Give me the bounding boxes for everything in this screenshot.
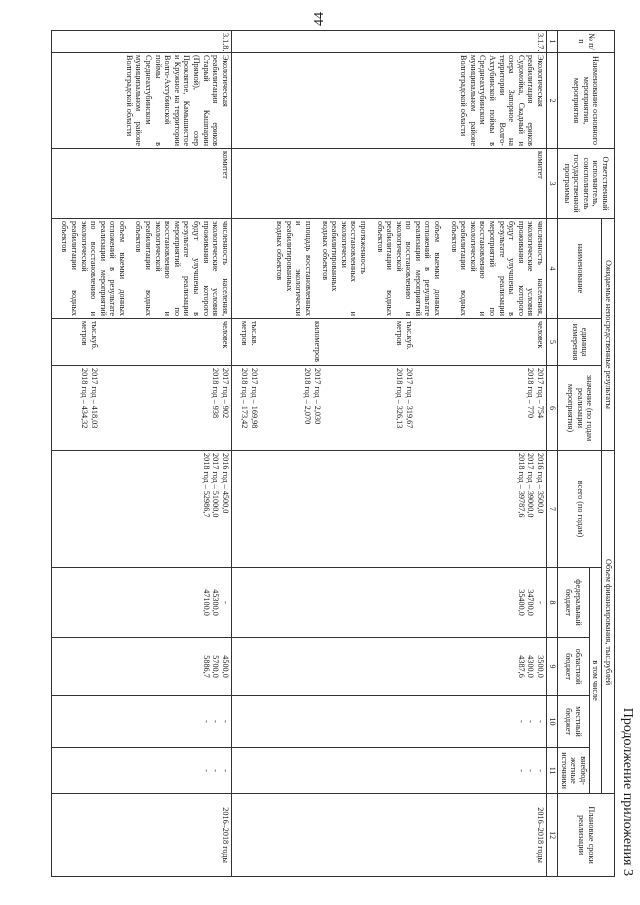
funding-local: [231, 696, 546, 748]
result-values-cell: [231, 366, 546, 451]
result-value: 2018 год – 326,13: [395, 368, 405, 429]
header-total: всего (по годам): [558, 451, 602, 568]
header-local: местный бюджет: [558, 696, 590, 748]
local-value: -: [220, 720, 230, 723]
column-number: 4: [547, 219, 558, 319]
responsible-executor: комитет: [51, 149, 231, 219]
result-unit: человек: [220, 321, 230, 349]
result-values: [80, 368, 99, 448]
funding-total-year: 2018 год – 52986,7: [201, 453, 211, 518]
result-unit: тыс.куб. метров: [80, 321, 99, 350]
regional-value: 3500,0: [536, 655, 546, 678]
column-number: 1: [547, 31, 558, 53]
result-value: 2017 год – 418,03: [89, 368, 99, 429]
regional-value: 4500,0: [220, 655, 230, 678]
offbudget-value: -: [536, 769, 546, 772]
header-value: значение (по годам реализации мероприятия): [558, 366, 602, 451]
header-incl: в том числе: [589, 568, 602, 794]
row-number: 3.1.8.: [51, 31, 231, 53]
result-values: [421, 368, 545, 448]
result-value: 2018 год – 938: [211, 368, 221, 419]
funding-regional: [51, 638, 231, 696]
result-values: [106, 368, 230, 448]
header-no: № п/п: [558, 31, 615, 53]
federal-value: 45300,0: [211, 589, 221, 616]
column-number: 3: [547, 149, 558, 219]
federal-value: -: [536, 601, 546, 604]
column-number: 5: [547, 319, 558, 366]
offbudget-value: -: [526, 769, 536, 772]
result-unit: тыс.кв. метров: [240, 321, 260, 346]
result-value: 2017 год – 754: [536, 368, 546, 419]
header-name: Наименование основного мероприятия, мероприятия: [558, 53, 615, 149]
column-number: 11: [547, 748, 558, 794]
result-values: [329, 368, 414, 448]
result-name: численность населения, экологические условия проживания которого будут улучшены в результате реализации мероприятий по восстановлению и экологической реабилитации водных объектов: [449, 221, 546, 316]
funding-offbudget: [51, 748, 231, 794]
table-row: [231, 31, 546, 877]
result-name: площадь восстановленных и экологически реабилитированных водных объектов: [275, 221, 313, 316]
result-names-cell: [51, 219, 231, 319]
offbudget-value: -: [211, 769, 221, 772]
result-values: [266, 368, 322, 448]
offbudget-value: -: [516, 769, 526, 772]
regional-value: 4300,0: [526, 655, 536, 678]
local-value: -: [211, 720, 221, 723]
regional-value: 5700,0: [211, 655, 221, 678]
column-number: 6: [547, 366, 558, 451]
federal-value: 34700,0: [526, 589, 536, 616]
funding-total-year: 2017 год – 51000,0: [211, 453, 221, 518]
funding-total-year: 2017 год – 39000,0: [526, 453, 536, 518]
result-name: численность населения, экологические условия проживания которого будут улучшены в результате реализации мероприятий по восстановлению и экологической реабилитации водных объектов: [134, 221, 230, 316]
funding-offbudget: [231, 748, 546, 794]
header-funding: Объем финансирования, тыс.рублей: [602, 451, 615, 794]
implementation-terms: 2016–2018 годы: [231, 794, 546, 877]
header-terms: Плановые сроки реализации: [558, 794, 615, 877]
regional-value: 5886,7: [201, 655, 211, 678]
activity-name: Экологическая реабилитация ериков Судомойка, Скадный и озера Запорное на территории Волго-Ахтубинской поймы в Среднеахтубинском муниципальном районе Волгоградской области: [231, 53, 546, 149]
rotated-page-content: [60, 30, 635, 880]
header-responsible: Ответственный исполнитель, соисполнитель государственной программы: [558, 149, 615, 219]
appendix-title: Продолжение приложения 3: [620, 707, 635, 876]
result-value: 2017 год – 2,030: [313, 368, 323, 425]
federal-value: 35400,0: [516, 589, 526, 616]
local-value: -: [536, 720, 546, 723]
result-units-cell: [231, 319, 546, 366]
result-names-cell: [231, 219, 546, 319]
funding-local: [51, 696, 231, 748]
funding-total-year: 2018 год – 39787,6: [516, 453, 526, 518]
result-units-cell: [51, 319, 231, 366]
implementation-terms: 2016–2018 годы: [51, 794, 231, 877]
column-number: 12: [547, 794, 558, 877]
result-value: 2017 год – 319,67: [405, 368, 415, 429]
result-value: 2018 год – 434,32: [80, 368, 90, 429]
header-result-name: наименование: [558, 219, 602, 319]
regional-value: 4387,6: [516, 655, 526, 678]
column-number-row: [547, 31, 558, 877]
table-row: [51, 31, 231, 877]
result-unit: километров: [313, 321, 323, 362]
row-number: 3.1.7.: [231, 31, 546, 53]
responsible-executor: комитет: [231, 149, 546, 219]
result-values-cell: [51, 366, 231, 451]
funding-total-year: 2016 год – 3500,0: [536, 453, 546, 514]
column-number: 10: [547, 696, 558, 748]
result-value: 2017 год – 902: [220, 368, 230, 419]
offbudget-value: -: [220, 769, 230, 772]
result-unit: тыс.куб. метров: [395, 321, 415, 350]
header-regional: областной бюджет: [558, 638, 590, 696]
column-number: 2: [547, 53, 558, 149]
funding-total: [51, 451, 231, 568]
local-value: -: [526, 720, 536, 723]
result-unit: человек: [536, 321, 546, 349]
funding-total-year: 2016 год – 4500,0: [220, 453, 230, 514]
offbudget-value: -: [201, 769, 211, 772]
result-value: 2018 год – 173,42: [240, 368, 250, 429]
result-value: 2018 год – 770: [526, 368, 536, 419]
result-value: 2018 год – 2,070: [303, 368, 313, 425]
page-number: 44: [312, 12, 327, 26]
funding-federal: [231, 568, 546, 638]
local-value: -: [516, 720, 526, 723]
header-unit: единица измерения: [558, 319, 602, 366]
funding-regional: [231, 638, 546, 696]
activity-name: Экологическая реабилитация ериков Старый Кашпарин (Прямой), озер Проклятое, Камышистое и Кружное на территории Волго-Ахтубинской поймы в Среднеахтубинском муниципальном районе Волгоградской области: [51, 53, 231, 149]
result-name: объем выемки донных отложений в результате реализации мероприятий по восстановлению и экологической реабилитации водных объектов: [60, 221, 127, 316]
federal-value: 47100,0: [201, 589, 211, 616]
header-offbudget: внебюд-жетные источники: [558, 748, 590, 794]
column-number: 8: [547, 568, 558, 638]
column-number: 7: [547, 451, 558, 568]
funding-federal: [51, 568, 231, 638]
program-activities-table: [51, 30, 615, 877]
result-name: объем выемки донных отложений в результате реализации мероприятий по восстановлению и экологической реабилитации водных объектов: [375, 221, 443, 316]
header-federal: федеральный бюджет: [558, 568, 590, 638]
header-expected-results: Ожидаемые непосредственные результаты: [602, 219, 615, 451]
federal-value: -: [220, 601, 230, 604]
local-value: -: [201, 720, 211, 723]
result-value: 2017 год – 169,98: [250, 368, 260, 429]
result-values: [240, 368, 259, 448]
result-name: протяженность восстановленных и экологически реабилитированных водных объектов: [320, 221, 368, 316]
column-number: 9: [547, 638, 558, 696]
funding-total: [231, 451, 546, 568]
